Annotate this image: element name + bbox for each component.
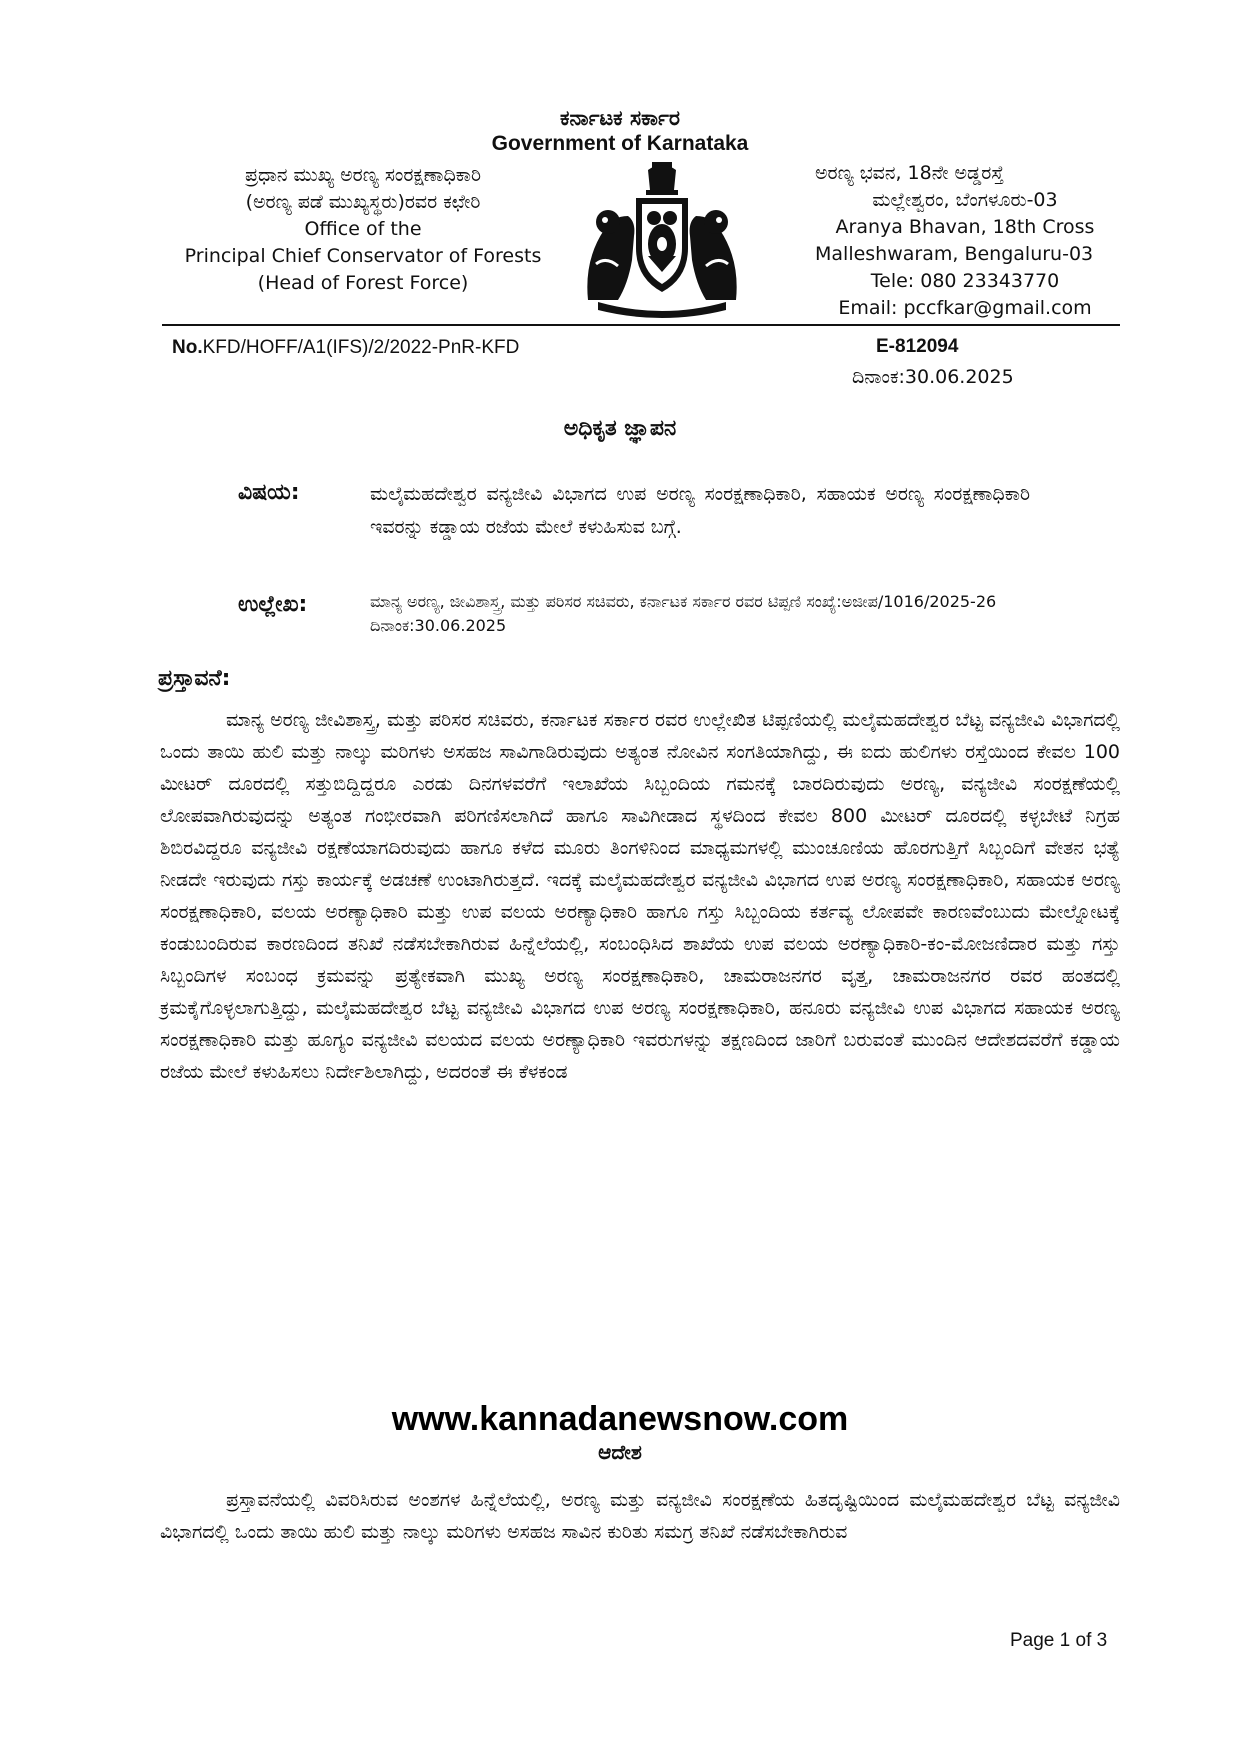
subject-label: ವಿಷಯ: — [238, 480, 300, 505]
order-heading: ಆದೇಶ — [598, 1440, 642, 1464]
preamble-heading: ಪ್ರಸ್ತಾವನೆ: — [158, 666, 231, 691]
e-office-number: E-812094 — [876, 336, 959, 357]
address-line-4: Malleshwaram, Bengaluru-03 — [815, 243, 1094, 265]
reference-text: ಮಾನ್ಯ ಅರಣ್ಯ, ಜೀವಿಶಾಸ್ತ್ರ, ಮತ್ತು ಪರಿಸರ ಸಚಿವರು, ಕರ್ನಾಟಕ ಸರ್ಕಾರ ರವರ ಟಿಪ್ಪಣಿ ಸಂಖ್ಯೆ:ಅಜೀಪ/1016/2025-26 ದಿನಾಂಕ:30.06.2025 — [370, 592, 997, 635]
office-line-3: Office of the — [304, 218, 422, 240]
order-paragraph: ಪ್ರಸ್ತಾವನೆಯಲ್ಲಿ ವಿವರಿಸಿರುವ ಅಂಶಗಳ ಹಿನ್ನೆಲೆಯಲ್ಲಿ, ಅರಣ್ಯ ಮತ್ತು ವನ್ಯಜೀವಿ ಸಂರಕ್ಷಣೆಯ ಹಿತದೃಷ್ಟಿಯಿಂದ ಮಲೈಮಹದೇಶ್ವರ ಬೆಟ್ಟ ವನ್ಯಜೀವಿ ವಿಭಾಗದಲ್ಲಿ ಒಂದು ತಾಯಿ ಹುಲಿ ಮತ್ತು ನಾಲ್ಕು ಮರಿಗಳು ಅಸಹಜ ಸಾವಿನ ಕುರಿತು ಸಮಗ್ರ ತನಿಖೆ ನಡೆಸಬೇಕಾಗಿರುವ — [160, 1489, 1120, 1543]
file-number-prefix: No. — [172, 337, 203, 358]
office-address-left — [168, 162, 558, 297]
address-line-6-email: Email: pccfkar@gmail.com — [838, 297, 1092, 319]
office-line-1: ಪ್ರಧಾನ ಮುಖ್ಯ ಅರಣ್ಯ ಸಂರಕ್ಷಣಾಧಿಕಾರಿ — [244, 164, 482, 186]
document-date: ದಿನಾಂಕ:30.06.2025 — [852, 366, 1014, 388]
memo-title: ಅಧಿಕೃತ ಜ್ಞಾಪನ — [563, 416, 677, 441]
office-line-2: (ಅರಣ್ಯ ಪಡೆ ಮುಖ್ಯಸ್ಥರು)ರವರ ಕಛೇರಿ — [245, 191, 481, 213]
office-address-right — [815, 160, 1115, 322]
address-line-3: Aranya Bhavan, 18th Cross — [835, 216, 1095, 238]
website-watermark: www.kannadanewsnow.com — [391, 1400, 849, 1438]
office-line-4: Principal Chief Conservator of Forests — [184, 245, 542, 267]
file-number — [172, 337, 519, 359]
file-number-value: KFD/HOFF/A1(IFS)/2/2022-PnR-KFD — [202, 337, 520, 358]
preamble-paragraph: ಮಾನ್ಯ ಅರಣ್ಯ ಜೀವಿಶಾಸ್ತ್ರ, ಮತ್ತು ಪರಿಸರ ಸಚಿವರು, ಕರ್ನಾಟಕ ಸರ್ಕಾರ ರವರ ಉಲ್ಲೇಖಿತ ಟಿಪ್ಪಣಿಯಲ್ಲಿ ಮಲೈಮಹದೇಶ್ವರ ಬೆಟ್ಟ ವನ್ಯಜೀವಿ ವಿಭಾಗದಲ್ಲಿ ಒಂದು ತಾಯಿ ಹುಲಿ ಮತ್ತು ನಾಲ್ಕು ಮರಿಗಳು ಅಸಹಜ ಸಾವಿಗಾಡಿರುವುದು ಅತ್ಯಂತ ನೋವಿನ ಸಂಗತಿಯಾಗಿದ್ದು, ಈ ಐದು ಹುಲಿಗಳು ರಸ್ತೆಯಿಂದ ಕೇವಲ 100 ಮೀಟರ್ ದೂರದಲ್ಲಿ ಸತ್ತುಬಿದ್ದಿದ್ದರೂ ಎರಡು ದಿನಗಳವರೆಗೆ ಇಲಾಖೆಯ ಸಿಬ್ಬಂದಿಯ ಗಮನಕ್ಕೆ ಬಾರದಿರುವುದು ಅರಣ್ಯ, ವನ್ಯಜೀವಿ ಸಂರಕ್ಷಣೆಯಲ್ಲಿ ಲೋಪವಾಗಿರುವುದನ್ನು ಅತ್ಯಂತ ಗಂಭೀರವಾಗಿ ಪರಿಗಣಿಸಲಾಗಿದೆ ಹಾಗೂ ಸಾವಿಗೀಡಾದ ಸ್ಥಳದಿಂದ ಕೇವಲ 800 ಮೀಟರ್ ದೂರದಲ್ಲಿ ಕಳ್ಳಬೇಟೆ ನಿಗ್ರಹ ಶಿಬಿರವಿದ್ದರೂ ವನ್ಯಜೀವಿ ರಕ್ಷಣೆಯಾಗದಿರುವುದು ಹಾಗೂ ಕಳೆದ ಮೂರು ತಿಂಗಳಿನಿಂದ ಮಾಧ್ಯಮಗಳಲ್ಲಿ ಮುಂಚೂಣಿಯ ಹೊರಗುತ್ತಿಗೆ ಸಿಬ್ಬಂದಿಗೆ ವೇತನ ಭತ್ಯೆ ನೀಡದೇ ಇರುವುದು ಗಸ್ತು ಕಾರ್ಯಕ್ಕೆ ಅಡಚಣೆ ಉಂಟಾಗಿರುತ್ತದೆ. ಇದಕ್ಕೆ ಮಲೈಮಹದೇಶ್ವರ ವನ್ಯಜೀವಿ ವಿಭಾಗದ ಉಪ ಅರಣ್ಯ ಸಂರಕ್ಷಣಾಧಿಕಾರಿ, ಸಹಾಯಕ ಅರಣ್ಯ ಸಂರಕ್ಷಣಾಧಿಕಾರಿ, ವಲಯ ಅರಣ್ಯಾಧಿಕಾರಿ ಮತ್ತು ಉಪ ವಲಯ ಅರಣ್ಯಾಧಿಕಾರಿ ಹಾಗೂ ಗಸ್ತು ಸಿಬ್ಬಂದಿಯ ಕರ್ತವ್ಯ ಲೋಪವೇ ಕಾರಣವೆಂಬುದು ಮೇಲ್ನೋಟಕ್ಕೆ ಕಂಡುಬಂದಿರುವ ಕಾರಣದಿಂದ ತನಿಖೆ ನಡೆಸಬೇಕಾಗಿರುವ ಹಿನ್ನೆಲೆಯಲ್ಲಿ, ಸಂಬಂಧಿಸಿದ ಶಾಖೆಯ ಉಪ ವಲಯ ಅರಣ್ಯಾಧಿಕಾರಿ-ಕಂ-ಮೋಜಣಿದಾರ ಮತ್ತು ಗಸ್ತು ಸಿಬ್ಬಂದಿಗಳ ಸಂಬಂಧ ಕ್ರಮವನ್ನು ಪ್ರತ್ಯೇಕವಾಗಿ ಮುಖ್ಯ ಅರಣ್ಯ ಸಂರಕ್ಷಣಾಧಿಕಾರಿ, ಚಾಮರಾಜನಗರ ವೃತ್ತ, ಚಾಮರಾಜನಗರ ರವರ ಹಂತದಲ್ಲಿ ಕ್ರಮಕೈಗೊಳ್ಳಲಾಗುತ್ತಿದ್ದು, ಮಲೈಮಹದೇಶ್ವರ ಬೆಟ್ಟ ವನ್ಯಜೀವಿ ವಿಭಾಗದ ಉಪ ಅರಣ್ಯ ಸಂರಕ್ಷಣಾಧಿಕಾರಿ, ಹನೂರು ವನ್ಯಜೀವಿ ಉಪ ವಿಭಾಗದ ಸಹಾಯಕ ಅರಣ್ಯ ಸಂರಕ್ಷಣಾಧಿಕಾರಿ ಮತ್ತು ಹೂಗ್ಯಂ ವನ್ಯಜೀವಿ ವಲಯದ ವಲಯ ಅರಣ್ಯಾಧಿಕಾರಿ ಇವರುಗಳನ್ನು ತಕ್ಷಣದಿಂದ ಜಾರಿಗೆ ಬರುವಂತೆ ಮುಂದಿನ ಆದೇಶದವರೆಗೆ ಕಡ್ಡಾಯ ರಜೆಯ ಮೇಲೆ ಕಳುಹಿಸಲು ನಿರ್ದೇಶಿಲಾಗಿದ್ದು, ಅದರಂತೆ ಈ ಕೆಳಕಂಡ — [160, 709, 1120, 1083]
karnataka-emblem-icon — [578, 160, 746, 320]
page-number: Page 1 of 3 — [1010, 1630, 1108, 1651]
address-line-2: ಮಲ್ಲೇಶ್ವರಂ, ಬೆಂಗಳೂರು-03 — [872, 189, 1058, 211]
subject-text: ಮಲೈಮಹದೇಶ್ವರ ವನ್ಯಜೀವಿ ವಿಭಾಗದ ಉಪ ಅರಣ್ಯ ಸಂರಕ್ಷಣಾಧಿಕಾರಿ, ಸಹಾಯಕ ಅರಣ್ಯ ಸಂರಕ್ಷಣಾಧಿಕಾರಿ ಇವರನ್ನು ಕಡ್ಡಾಯ ರಜೆಯ ಮೇಲೆ ಕಳುಹಿಸುವ ಬಗ್ಗೆ. — [370, 483, 1030, 538]
header-kannada-government: ಕರ್ನಾಟಕ ಸರ್ಕಾರ — [560, 106, 680, 130]
reference-label: ಉಲ್ಲೇಖ: — [238, 592, 308, 617]
header-english-government: Government of Karnataka — [491, 132, 749, 155]
address-line-1: ಅರಣ್ಯ ಭವನ, 18ನೇ ಅಡ್ಡರಸ್ತೆ — [815, 162, 1004, 184]
header-divider — [162, 324, 1120, 326]
office-line-5: (Head of Forest Force) — [257, 272, 469, 294]
address-line-5: Tele: 080 23343770 — [870, 270, 1060, 292]
